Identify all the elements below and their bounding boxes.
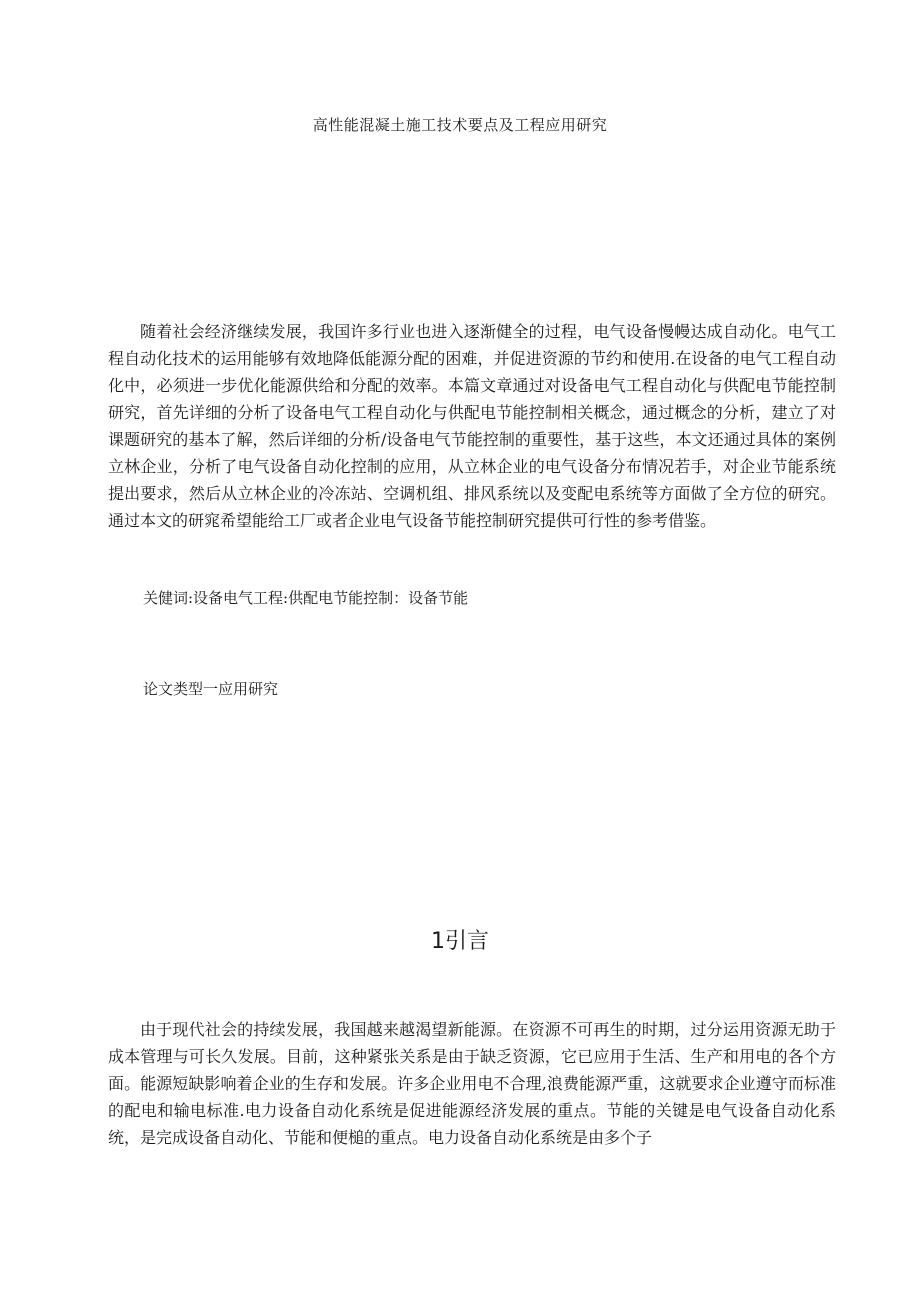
document-title: 高性能混凝土施工技术要点及工程应用研究 [312, 116, 608, 134]
paper-type-line: 论文类型一应用研究 [143, 680, 279, 698]
abstract-paragraph: 随着社会经济继续发展，我国许多行业也进入逐渐健全的过程，电气设备慢幔达成自动化。电气工程自动化技术的运用能够有效地降低能源分配的困难，并促进资源的节约和使用.在设备的电气工程自动化中，必须进一步优化能源供给和分配的效率。本篇文章通过对设备电气工程自动化与供配电节能控制研究，首先详细的分析了设备电气工程自动化与供配电节能控制相关概念，通过概念的分析，建立了对课题研究的基本了解，然后详细的分析/设备电气节能控制的重要性，基于这些，本文还通过具体的案例立林企业，分析了电气设备自动化控制的应用，从立林企业的电气设备分布情况若手，对企业节能系统提出要求，然后从立林企业的冷冻站、空调机组、排风系统以及变配电系统等方面做了全方位的研究。通过本文的研窕希望能给工厂或者企业电气设备节能控制研究提供可行性的参考借鉴。 [108, 322, 836, 530]
introduction-paragraph: 由于现代社会的持续发展，我国越来越渴望新能源。在资源不可再生的时期，过分运用资源无助于成本管理与可长久发展。目前，这种紧张关系是由于缺乏资源，它已应用于生活、生产和用电的各个方面。能源短缺影响着企业的生存和发展。许多企业用电不合理,浪费能源严重，这就要求企业遵守而标准的配电和输电标准.电力设备自动化系统是促进能源经济发展的重点。节能的关键是电气设备自动化系统，是完成设备自动化、节能和便槌的重点。电力设备自动化系统是由多个子 [108, 1020, 836, 1147]
keywords-line: 关健词:设备电气工程:供配电节能控制：设备节能 [143, 589, 469, 607]
section-heading-introduction: 1引言 [431, 929, 489, 954]
